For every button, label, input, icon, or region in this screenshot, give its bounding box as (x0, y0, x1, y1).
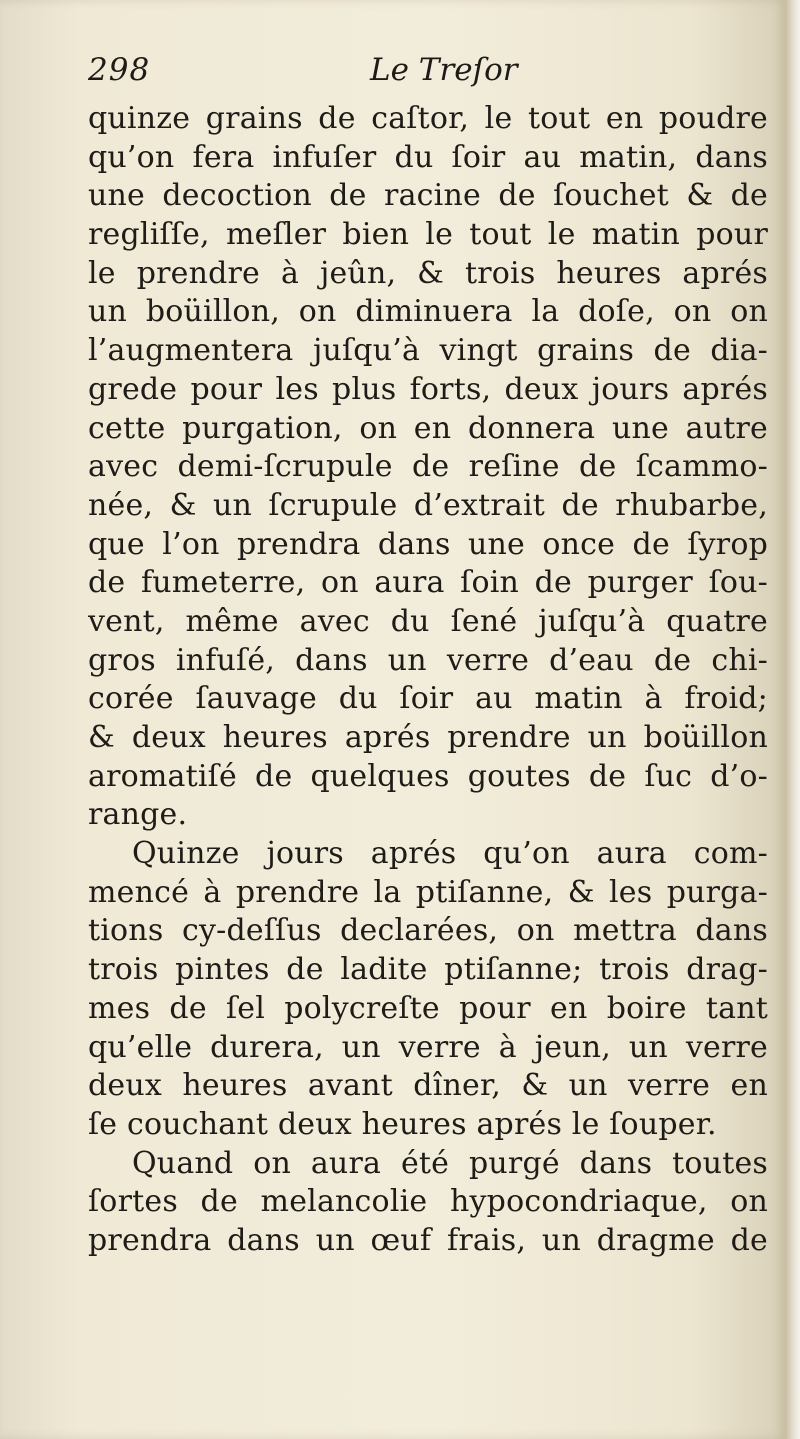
body-text (88, 100, 768, 1261)
text-line: une decoction de racine de ſouchet & de (88, 178, 768, 214)
text-line: vent, même avec du ſené juſqu’à quatre (88, 603, 768, 639)
text-line: ſe couchant deux heures aprés le ſouper. (88, 1106, 717, 1142)
paragraph-start-line: Quinze jours aprés qu’on aura com- (132, 836, 768, 872)
page-header (88, 52, 768, 98)
text-line: avec demi-ſcrupule de reſine de ſcammo- (88, 449, 768, 485)
paragraph-start-line: Quand on aura été purgé dans toutes (132, 1145, 768, 1181)
text-line: cette purgation, on en donnera une autre (88, 410, 768, 446)
text-line: gros infuſé, dans un verre d’eau de chi- (88, 642, 768, 678)
text-line: corée ſauvage du ſoir au matin à froid; (88, 681, 768, 717)
text-line: l’augmentera juſqu’à vingt grains de dia- (88, 333, 768, 369)
text-line: trois pintes de ladite ptiſanne; trois drag- (88, 952, 768, 988)
text-line: deux heures avant dîner, & un verre en (88, 1068, 768, 1104)
text-line: quinze grains de caſtor, le tout en poudre (88, 101, 768, 136)
text-line: un boüillon, on diminuera la doſe, on on (88, 294, 768, 330)
text-line: mes de ſel polycreſte pour en boire tant (88, 990, 768, 1026)
text-line: aromatiſé de quelques goutes de ſuc d’o- (88, 758, 768, 794)
text-line: qu’on fera infuſer du ſoir au matin, dans (88, 139, 768, 175)
text-line: regliſſe, meſler bien le tout le matin pour (88, 217, 768, 253)
text-line: qu’elle durera, un verre à jeun, un verre (88, 1029, 768, 1065)
page-edge (786, 0, 800, 1439)
text-line: tions cy-deſſus declarées, on mettra dans (88, 913, 768, 949)
text-line: le prendre à jeûn, & trois heures aprés (88, 255, 768, 291)
page-number: 298 (88, 52, 151, 88)
text-line: & deux heures aprés prendre un boüillon (88, 720, 768, 755)
text-line: range. (88, 797, 188, 833)
text-line: mencé à prendre la ptiſanne, & les purga- (88, 874, 768, 910)
text-line: grede pour les plus forts, deux jours aprés (88, 371, 768, 407)
text-line: que l’on prendra dans une once de ſyrop (88, 526, 768, 562)
text-line: ſortes de melancolie hypocondriaque, on (88, 1184, 768, 1220)
text-line: de fumeterre, on aura ſoin de purger ſou- (88, 565, 768, 601)
text-line: née, & un ſcrupule d’extrait de rhubarbe, (88, 487, 768, 523)
text-line: prendra dans un œuf frais, un dragme de (88, 1222, 768, 1258)
running-title: Le Treſor (370, 52, 518, 88)
